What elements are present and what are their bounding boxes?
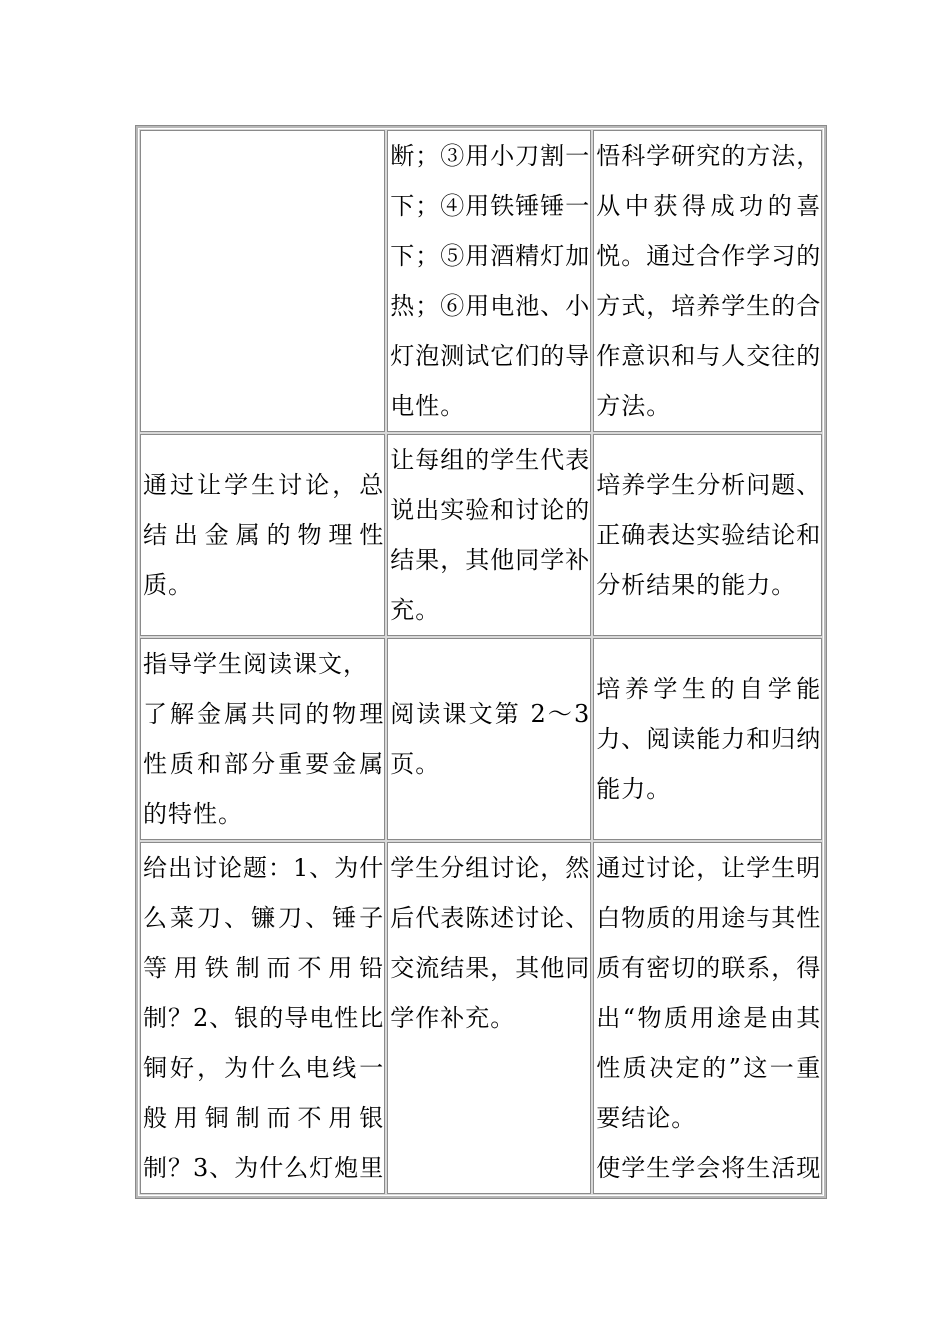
- cell-line: 力、阅读能力和归纳: [596, 725, 822, 753]
- cell-line: 出“物质用途是由其: [596, 1004, 822, 1032]
- table-row: [140, 130, 822, 432]
- cell-line: 了解金属共同的物理: [143, 700, 385, 728]
- cell-line: 让每组的学生代表: [390, 446, 591, 474]
- design-intent-cell: [593, 434, 822, 636]
- cell-line: 么菜刀、镰刀、锤子: [143, 904, 385, 932]
- teacher-activity-cell: [140, 130, 385, 432]
- cell-line: 页。: [390, 750, 441, 778]
- design-intent-cell: [593, 638, 822, 840]
- cell-line: 质有密切的联系，得: [596, 954, 822, 982]
- cell-line: 培养学生的自学能: [596, 675, 822, 703]
- cell-line: 通过让学生讨论，总: [143, 471, 385, 499]
- table-row: [140, 434, 822, 636]
- cell-line: 质。: [143, 571, 193, 599]
- cell-line: 后代表陈述讨论、: [390, 904, 591, 932]
- cell-line: 热；⑥用电池、小: [390, 292, 591, 320]
- cell-line: 灯泡测试它们的导: [390, 342, 591, 370]
- cell-line: 悦。通过合作学习的: [596, 242, 822, 270]
- table-row: [140, 638, 822, 840]
- lesson-plan-table: [136, 126, 826, 1198]
- teacher-activity-cell: [140, 842, 385, 1194]
- teacher-activity-cell: [140, 434, 385, 636]
- cell-line: 给出讨论题：1、为什: [143, 854, 385, 882]
- cell-line: 阅读课文第 2～3: [390, 700, 591, 728]
- cell-line: 能力。: [596, 775, 672, 803]
- cell-line: 培养学生分析问题、: [596, 471, 822, 499]
- cell-line: 说出实验和讨论的: [390, 496, 591, 524]
- cell-line: 指导学生阅读课文，: [143, 650, 368, 678]
- teacher-activity-cell: [140, 638, 385, 840]
- table-row: [140, 842, 822, 1194]
- cell-line: 作意识和与人交往的: [596, 342, 822, 370]
- student-activity-cell: [387, 638, 591, 840]
- student-activity-cell: [387, 842, 591, 1194]
- cell-line: 从中获得成功的喜: [596, 192, 822, 220]
- cell-line: 断；③用小刀割一: [390, 142, 591, 170]
- cell-line: 结出金属的物理性: [143, 521, 385, 549]
- cell-line: 下；④用铁锤锤一: [390, 192, 591, 220]
- cell-line: 电性。: [390, 392, 466, 420]
- cell-line: 要结论。: [596, 1104, 697, 1132]
- design-intent-cell: [593, 842, 822, 1194]
- cell-line: 结果，其他同学补: [390, 546, 591, 574]
- cell-line: 的特性。: [143, 800, 243, 828]
- cell-line: 性质和部分重要金属: [143, 750, 385, 778]
- cell-line: 正确表达实验结论和: [596, 521, 822, 549]
- cell-line: 性质决定的”这一重: [596, 1054, 822, 1082]
- design-intent-cell: [593, 130, 822, 432]
- cell-line: 白物质的用途与其性: [596, 904, 822, 932]
- cell-line: 方法。: [596, 392, 672, 420]
- cell-line: 悟科学研究的方法，: [596, 142, 822, 170]
- cell-line: 般用铜制而不用银: [143, 1104, 385, 1132]
- cell-line: 等用铁制而不用铅: [143, 954, 385, 982]
- cell-line: 制？3、为什么灯炮里: [143, 1154, 385, 1182]
- cell-line: 充。: [390, 596, 441, 624]
- cell-line: 方式，培养学生的合: [596, 292, 822, 320]
- cell-line: 制？2、银的导电性比: [143, 1004, 385, 1032]
- cell-line: 交流结果，其他同: [390, 954, 591, 982]
- cell-line: 通过讨论，让学生明: [596, 854, 822, 882]
- cell-line: 使学生学会将生活现: [596, 1154, 822, 1182]
- student-activity-cell: [387, 130, 591, 432]
- cell-line: 分析结果的能力。: [596, 571, 797, 599]
- cell-line: 学生分组讨论，然: [390, 854, 591, 882]
- cell-line: 下；⑤用酒精灯加: [390, 242, 591, 270]
- cell-line: 铜好，为什么电线一: [143, 1054, 385, 1082]
- student-activity-cell: [387, 434, 591, 636]
- cell-line: 学作补充。: [390, 1004, 516, 1032]
